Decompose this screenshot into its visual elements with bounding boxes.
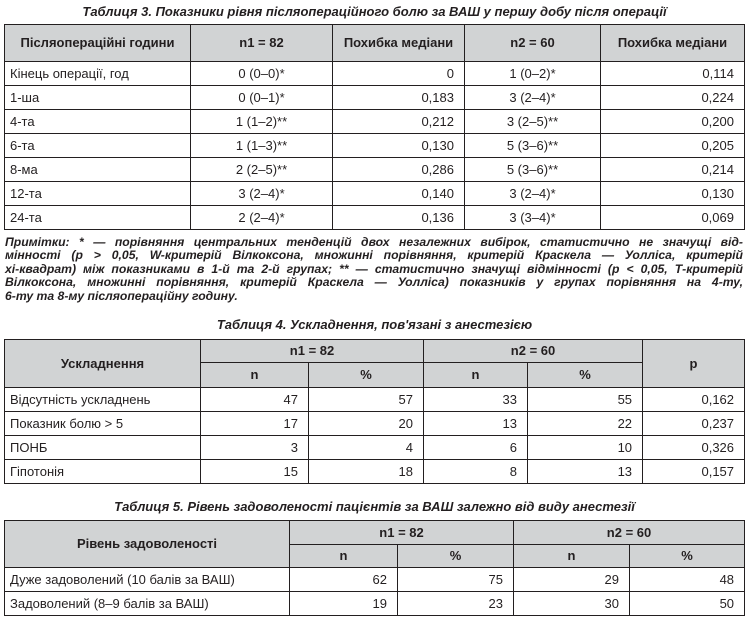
n1-error-cell: 0,136 <box>333 206 465 230</box>
table3-header-n1: n1 = 82 <box>191 25 333 62</box>
n1-median-cell: 3 (2–4)* <box>191 182 333 206</box>
satisfaction-cell: Задоволений (8–9 балів за ВАШ) <box>5 592 290 616</box>
n1-median-cell: 1 (1–3)** <box>191 134 333 158</box>
table3-header-n2: n2 = 60 <box>465 25 601 62</box>
p-value-cell: 0,162 <box>643 388 745 412</box>
table-row <box>5 388 745 412</box>
n2-count-cell: 13 <box>424 412 528 436</box>
table5 <box>4 520 745 616</box>
n1-count-cell: 19 <box>290 592 398 616</box>
n2-error-cell: 0,200 <box>601 110 745 134</box>
n1-pct-cell: 23 <box>398 592 514 616</box>
n1-median-cell: 2 (2–4)* <box>191 206 333 230</box>
table-row <box>5 182 745 206</box>
n2-pct-cell: 22 <box>528 412 643 436</box>
table5-header-group1: n1 = 82 <box>290 521 514 545</box>
table3-header-row <box>5 25 745 62</box>
n2-median-cell: 3 (2–4)* <box>465 86 601 110</box>
notes-line: Вілкоксона, множинні порівняння, критерій Краскела — Уолліса) показників у групах порівняння на 4-ту, <box>5 275 743 290</box>
n1-count-cell: 17 <box>201 412 309 436</box>
table4-header-pct: % <box>309 363 424 388</box>
table-row <box>5 412 745 436</box>
table5-header-level: Рівень задоволеності <box>5 521 290 568</box>
n2-error-cell: 0,214 <box>601 158 745 182</box>
n2-count-cell: 30 <box>514 592 630 616</box>
n2-error-cell: 0,114 <box>601 62 745 86</box>
n2-median-cell: 5 (3–6)** <box>465 134 601 158</box>
n2-median-cell: 3 (2–5)** <box>465 110 601 134</box>
table3-header-error2: Похибка медіани <box>601 25 745 62</box>
table3-header-error1: Похибка медіани <box>333 25 465 62</box>
n1-median-cell: 0 (0–0)* <box>191 62 333 86</box>
table4-header-p: р <box>643 340 745 388</box>
notes-line: Примітки: * — порівняння центральних тенденцій двох незалежних вибірок, статистично не значущі від- <box>5 235 743 249</box>
table4-header-n: n <box>201 363 309 388</box>
n1-pct-cell: 4 <box>309 436 424 460</box>
n2-pct-cell: 48 <box>630 568 745 592</box>
n2-pct-cell: 13 <box>528 460 643 484</box>
table4-header-n: n <box>424 363 528 388</box>
table4-caption: Таблиця 4. Ускладнення, пов'язані з анестезією <box>216 317 533 332</box>
p-value-cell: 0,326 <box>643 436 745 460</box>
hours-cell: 8-ма <box>5 158 191 182</box>
table-row <box>5 568 745 592</box>
n1-error-cell: 0,183 <box>333 86 465 110</box>
table-row <box>5 86 745 110</box>
n1-count-cell: 15 <box>201 460 309 484</box>
n2-error-cell: 0,224 <box>601 86 745 110</box>
n1-median-cell: 1 (1–2)** <box>191 110 333 134</box>
notes-line: мінності (р > 0,05, W-критерій Вілкоксона, множинні порівняння, критерій Краскела — Уолліса, критерій <box>5 248 743 263</box>
n2-median-cell: 1 (0–2)* <box>465 62 601 86</box>
n2-median-cell: 3 (2–4)* <box>465 182 601 206</box>
hours-cell: 6-та <box>5 134 191 158</box>
satisfaction-cell: Дуже задоволений (10 балів за ВАШ) <box>5 568 290 592</box>
n2-count-cell: 6 <box>424 436 528 460</box>
table4-header-group1: n1 = 82 <box>201 340 424 363</box>
table4-header-row <box>5 340 745 363</box>
complication-cell: Показник болю > 5 <box>5 412 201 436</box>
n2-count-cell: 33 <box>424 388 528 412</box>
notes-line: 6-ту та 8-му післяопераційну годину. <box>5 288 238 303</box>
table5-header-group2: n2 = 60 <box>514 521 745 545</box>
n2-median-cell: 3 (3–4)* <box>465 206 601 230</box>
n1-pct-cell: 75 <box>398 568 514 592</box>
table5-header-row <box>5 521 745 545</box>
table4 <box>4 339 745 484</box>
hours-cell: 1-ша <box>5 86 191 110</box>
table4-header-group2: n2 = 60 <box>424 340 643 363</box>
table-row <box>5 592 745 616</box>
table3-header-hours: Післяопераційні години <box>5 25 191 62</box>
table5-header-pct: % <box>630 545 745 568</box>
table-row <box>5 460 745 484</box>
n2-count-cell: 29 <box>514 568 630 592</box>
table4-header-complications: Ускладнення <box>5 340 201 388</box>
n2-pct-cell: 50 <box>630 592 745 616</box>
table-row <box>5 158 745 182</box>
table5-caption: Таблиця 5. Рівень задоволеності пацієнтів за ВАШ залежно від виду анестезії <box>114 499 635 514</box>
n2-error-cell: 0,205 <box>601 134 745 158</box>
table-row <box>5 134 745 158</box>
n1-error-cell: 0,212 <box>333 110 465 134</box>
table-row <box>5 62 745 86</box>
table-row <box>5 436 745 460</box>
n1-pct-cell: 20 <box>309 412 424 436</box>
p-value-cell: 0,237 <box>643 412 745 436</box>
n1-count-cell: 62 <box>290 568 398 592</box>
table3-caption: Таблиця 3. Показники рівня післяопераційного болю за ВАШ у першу добу після операції <box>82 4 667 19</box>
complication-cell: ПОНБ <box>5 436 201 460</box>
complication-cell: Відсутність ускладнень <box>5 388 201 412</box>
hours-cell: 12-та <box>5 182 191 206</box>
table-row <box>5 206 745 230</box>
n1-count-cell: 3 <box>201 436 309 460</box>
n1-error-cell: 0 <box>333 62 465 86</box>
hours-cell: 24-та <box>5 206 191 230</box>
n2-error-cell: 0,069 <box>601 206 745 230</box>
n1-error-cell: 0,140 <box>333 182 465 206</box>
n1-error-cell: 0,130 <box>333 134 465 158</box>
n1-pct-cell: 57 <box>309 388 424 412</box>
table3 <box>4 24 745 230</box>
table5-header-pct: % <box>398 545 514 568</box>
n1-pct-cell: 18 <box>309 460 424 484</box>
hours-cell: Кінець операції, год <box>5 62 191 86</box>
n1-median-cell: 2 (2–5)** <box>191 158 333 182</box>
n2-pct-cell: 55 <box>528 388 643 412</box>
n1-count-cell: 47 <box>201 388 309 412</box>
table5-header-n: n <box>514 545 630 568</box>
hours-cell: 4-та <box>5 110 191 134</box>
n1-error-cell: 0,286 <box>333 158 465 182</box>
table4-header-pct: % <box>528 363 643 388</box>
complication-cell: Гіпотонія <box>5 460 201 484</box>
p-value-cell: 0,157 <box>643 460 745 484</box>
n2-count-cell: 8 <box>424 460 528 484</box>
table5-header-n: n <box>290 545 398 568</box>
table3-notes <box>5 236 743 303</box>
n2-pct-cell: 10 <box>528 436 643 460</box>
n2-error-cell: 0,130 <box>601 182 745 206</box>
n2-median-cell: 5 (3–6)** <box>465 158 601 182</box>
n1-median-cell: 0 (0–1)* <box>191 86 333 110</box>
notes-line: хі-квадрат) між показниками в 1-й та 2-й групах; ** — статистично значущі відмінності (р < 0,05, Т-критерій <box>5 261 743 276</box>
table-row <box>5 110 745 134</box>
